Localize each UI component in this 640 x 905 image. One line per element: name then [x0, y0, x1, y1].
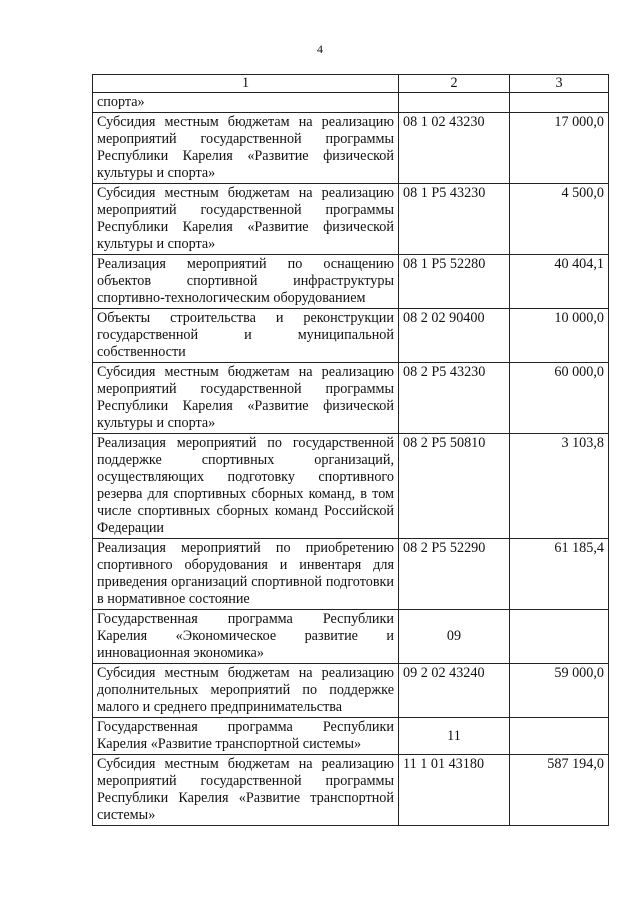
table-row — [93, 255, 609, 309]
row-amount: 59 000,0 — [510, 664, 609, 718]
table-row — [93, 610, 609, 664]
table-row — [93, 184, 609, 255]
table-row — [93, 93, 609, 113]
row-description: Государственная программа Республики Карелия «Экономическое развитие и инновационная экономика» — [93, 610, 399, 664]
row-code: 08 1 02 43230 — [399, 113, 510, 184]
row-description: Субсидия местным бюджетам на реализацию мероприятий государственной программы Республики Карелия «Развитие физической культуры и спорта» — [93, 363, 399, 434]
row-description: Субсидия местным бюджетам на реализацию мероприятий государственной программы Республики Карелия «Развитие физической культуры и спорта» — [93, 184, 399, 255]
row-description: Субсидия местным бюджетам на реализацию мероприятий государственной программы Республики Карелия «Развитие транспортной системы» — [93, 755, 399, 826]
row-amount: 17 000,0 — [510, 113, 609, 184]
row-amount: 3 103,8 — [510, 434, 609, 539]
row-code: 08 1 P5 52280 — [399, 255, 510, 309]
table-row — [93, 113, 609, 184]
row-code: 11 — [399, 718, 510, 755]
row-code: 08 1 P5 43230 — [399, 184, 510, 255]
page-number: 4 — [317, 42, 323, 56]
row-description: Государственная программа Республики Карелия «Развитие транспортной системы» — [93, 718, 399, 755]
table-row — [93, 718, 609, 755]
budget-table — [92, 74, 609, 826]
row-code: 08 2 P5 50810 — [399, 434, 510, 539]
row-description: Объекты строительства и реконструкции государственной и муниципальной собственности — [93, 309, 399, 363]
row-description: Субсидия местным бюджетам на реализацию дополнительных мероприятий по поддержке малого и среднего предпринимательства — [93, 664, 399, 718]
table-row — [93, 755, 609, 826]
row-code: 11 1 01 43180 — [399, 755, 510, 826]
row-description: Реализация мероприятий по государственной поддержке спортивных организаций, осуществляющих подготовку спортивного резерва для спортивных сборных команд, в том числе спортивных сборных команд Российской Федерации — [93, 434, 399, 539]
row-amount: 40 404,1 — [510, 255, 609, 309]
table-header-row — [93, 75, 609, 93]
row-amount: 4 500,0 — [510, 184, 609, 255]
row-amount — [510, 718, 609, 755]
column-header-1: 1 — [93, 75, 399, 93]
row-description: Реализация мероприятий по приобретению спортивного оборудования и инвентаря для приведения организаций спортивной подготовки в нормативное состояние — [93, 539, 399, 610]
row-code: 08 2 P5 43230 — [399, 363, 510, 434]
row-description: Субсидия местным бюджетам на реализацию мероприятий государственной программы Республики Карелия «Развитие физической культуры и спорта» — [93, 113, 399, 184]
row-amount — [510, 93, 609, 113]
table-row — [93, 664, 609, 718]
row-amount: 10 000,0 — [510, 309, 609, 363]
column-header-2: 2 — [399, 75, 510, 93]
row-code: 09 2 02 43240 — [399, 664, 510, 718]
table-row — [93, 309, 609, 363]
row-amount: 61 185,4 — [510, 539, 609, 610]
row-code: 08 2 02 90400 — [399, 309, 510, 363]
row-amount — [510, 610, 609, 664]
table-row — [93, 539, 609, 610]
row-description: Реализация мероприятий по оснащению объектов спортивной инфраструктуры спортивно-технологическим оборудованием — [93, 255, 399, 309]
column-header-3: 3 — [510, 75, 609, 93]
table-row — [93, 363, 609, 434]
row-code: 08 2 P5 52290 — [399, 539, 510, 610]
row-code — [399, 93, 510, 113]
row-amount: 587 194,0 — [510, 755, 609, 826]
table-row — [93, 434, 609, 539]
row-description: спорта» — [93, 93, 399, 113]
row-amount: 60 000,0 — [510, 363, 609, 434]
row-code: 09 — [399, 610, 510, 664]
